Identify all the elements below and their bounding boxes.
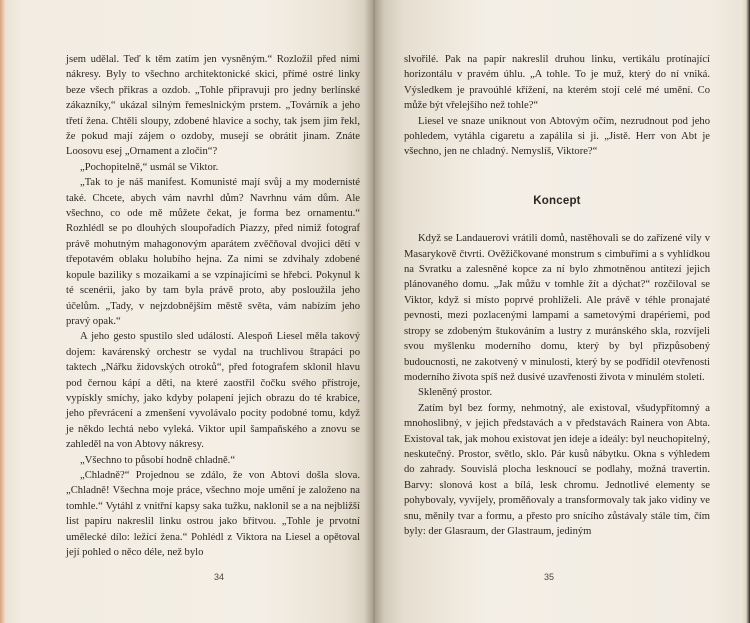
left-page: [0, 0, 374, 623]
left-paragraph-5: „Všechno to působí hodně chladně.“: [80, 454, 236, 466]
left-paragraph-4: A jeho gesto spustilo sled událostí. Alespoň Liesel měla takový dojem: kavárenský orchestr se vydal na truchlivou štrapáci po taktech „Nářku židovských otroků“, před fotografem sklonil hlavu pod černou kápí a děti, na které zaostřil čočku svého přístroje, vypískly smíchy, jako kdyby polapení jejich obrazu do té krabice, jeho převrácení a zmenšení vyvolávalo pocity podobné tomu, když je někdo lechtá nebo vyleká. Viktor upil šampaňského a znovu se zahleděl na von Abtovy nákresy.: [66, 331, 360, 451]
right-paragraph-5: Zatím byl bez formy, nehmotný, ale existoval, všudypřítomný a mnohoslibný, v jejich představách a v představách Rainera von Abta. Existoval tak, jak mohou existovat jen ideje a ideály: byl neuchopitelný, neskutečný. Prostor, světlo, sklo. Pár kusů nábytku. Okna s výhledem do zahrady. Souvislá plocha lesknoucí se podlahy, možná travertin. Barvy: slonová kost a bílá, lesk chromu. Jednotlivé elementy se pohybovaly, vyvíjely, proměňovaly a transformovaly tak jako vidiny ve snu, měnily tvar a formu, a přesto pro snícího zůstávaly stále tím, čím byly: der Glasraum, der Glastraum, jediným: [404, 402, 710, 537]
left-page-edge: [0, 0, 6, 623]
right-page-number: 35: [544, 572, 555, 582]
left-paragraph-1: jsem udělal. Teď k těm zatím jen vysněným.“ Rozložil před nimi nákresy. Byly to všechno architektonické skici, přímé ostré linky beze všech přikras a ozdob. „Tohle připravuji pro jedny berlínské zákazníky,“ ukázal silným řemeslnickým prstem. „Továrník a jeho třetí žena. Chtěli sloupy, zdobené hlavice a sochy, tak jsem jim řekl, že pokud mají zájem o ozdoby, musejí se obrátit jinam. Znáte Loosovu esej „Ornament a zločin“?: [66, 54, 360, 158]
right-page-edge: [740, 0, 750, 623]
right-paragraph-4: Skleněný prostor.: [418, 387, 493, 399]
left-paragraph-3: „Tak to je náš manifest. Komunisté mají svůj a my modernisté také. Chcete, abych vám navrhl dům? Navrhnu vám dům. Ale všechno, co ode mě můžete čekat, je forma bez ornamentu.“ Rozhlédl se po dlouhých sloupořadích Piazzy, před nimiž fotograf právě mohutným mahagonovým aparátem zvěčňoval dvojici dětí v třepotavém oblaku holubího hejna. Za nimi se zdvihaly zdobené kopule baziliky s mozaikami a se vzpínajícími se hřebci. Pokynul k té scenérii, jako by tam byla právě proto, aby posloužila jeho účelům. „Tady, v nejzdobnějším městě světa, vám nabízím jeho pravý opak.“: [66, 177, 360, 327]
left-paragraph-2: „Pochopitelně,“ usmál se Viktor.: [80, 161, 219, 173]
left-page-number: 34: [214, 572, 225, 582]
right-paragraph-3: Když se Landauerovi vrátili domů, nastěhovali se do zařízené vily v Masarykově čtvrti. Ověžičkované monstrum s cimbuřími a s vyhlídkou na Svratku a zalesněné kopce za ní bylo zhmotněnou antitezí jejich plánovaného domu. „Jak můžu v tomhle žít a dýchat?“ rozčiloval se Viktor, když si místo poprvé prohlíželi. Ale právě v téhle pronajaté pevnosti, mezi pozlacenými lampami a sametovými drapériemi, pod stropy se zdobeným štukováním a lustry z muránského skla, rozvíjeli svou myšlenku moderního domu, který by byl přizpůsobený budoucnosti, ne zakotvený v minulosti, který by se podřídil otevřenosti moderního života spíš než dusivé uzavřenosti života v minulém století.: [404, 233, 710, 383]
right-page: [374, 0, 750, 623]
right-paragraph-2: Liesel ve snaze uniknout von Abtovým očím, nezrudnout pod jeho pohledem, vytáhla cigaretu a zapálila si ji. „Jistě. Herr von Abt je všechno, jen ne chladný. Nemyslíš, Viktore?“: [404, 115, 710, 158]
left-paragraph-6: „Chladně?“ Projednou se zdálo, že von Abtovi došla slova. „Chladně! Všechna moje práce, všechno moje umění je založeno na tomhle.“ Vytáhl z vnitřní kapsy saka tužku, naklonil se a na nejbližší list papíru nakreslil linku ostrou jako břitvou. „Tohle je prvotní umělecké dílo: ležící žena.“ Pohlédl z Viktora na Liesel a opětoval její pohled o něco déle, než bylo: [66, 469, 360, 558]
right-paragraph-1: slvořilé. Pak na papír nakreslil druhou linku, vertikálu protínající horizontálu v pravém úhlu. „A tohle. To je muž, který do ní vniká. Výsledkem je pravoúhlé křížení, na kterém stojí celé mé umění. Co může být vřelejšího než tohle?“: [404, 54, 710, 112]
section-heading: Koncept: [533, 194, 581, 207]
